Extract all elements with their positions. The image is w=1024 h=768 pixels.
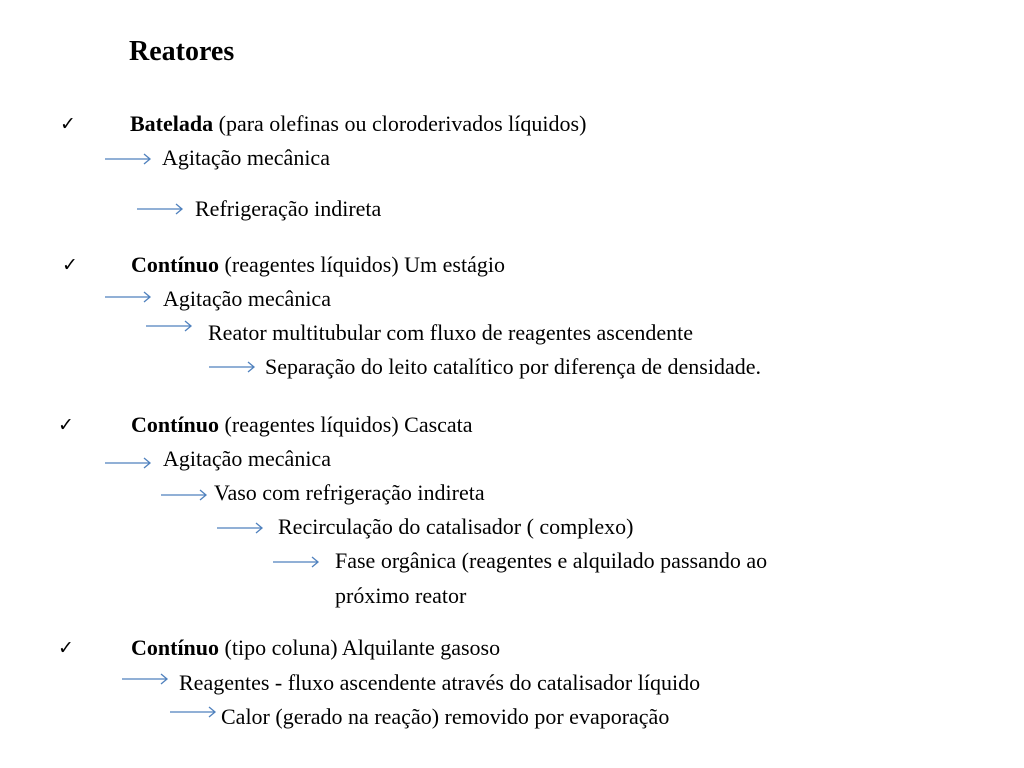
arrow-right-icon xyxy=(104,153,152,165)
heading-bold-text: Batelada xyxy=(130,111,214,136)
arrow-right-icon xyxy=(272,556,320,568)
arrow-right-icon xyxy=(104,457,152,469)
arrow-right-icon xyxy=(104,291,152,303)
checkmark-icon: ✓ xyxy=(58,637,74,659)
heading-rest-text: (reagentes líquidos) Um estágio xyxy=(219,252,505,277)
heading-bold-text: Contínuo xyxy=(131,252,220,277)
heading-rest-text: (para olefinas ou cloroderivados líquidos) xyxy=(213,111,587,136)
section-heading xyxy=(131,252,505,278)
checkmark-icon: ✓ xyxy=(58,414,74,436)
list-item: Reator multitubular com fluxo de reagentes ascendente xyxy=(208,320,694,345)
slide-title: Reatores xyxy=(129,36,235,67)
arrow-right-icon xyxy=(121,673,169,685)
heading-rest-text: (reagentes líquidos) Cascata xyxy=(219,412,473,437)
list-item: Agitação mecânica xyxy=(163,446,331,471)
list-item: Separação do leito catalítico por diferença de densidade. xyxy=(265,354,761,379)
heading-bold-text: Contínuo xyxy=(131,635,220,660)
checkmark-icon: ✓ xyxy=(62,254,78,276)
arrow-right-icon xyxy=(136,203,184,215)
arrow-right-icon xyxy=(160,489,208,501)
list-item: Refrigeração indireta xyxy=(195,196,382,221)
section-heading xyxy=(130,111,586,137)
list-item: Recirculação do catalisador ( complexo) xyxy=(278,514,634,539)
checkmark-icon: ✓ xyxy=(60,113,76,135)
list-item: Reagentes - fluxo ascendente através do catalisador líquido xyxy=(179,670,701,695)
heading-rest-text: (tipo coluna) Alquilante gasoso xyxy=(219,635,501,660)
list-item: Calor (gerado na reação) removido por evaporação xyxy=(221,704,670,729)
list-item: Agitação mecânica xyxy=(162,145,330,170)
list-item: Agitação mecânica xyxy=(163,286,331,311)
section-heading xyxy=(131,635,500,661)
arrow-right-icon xyxy=(145,320,193,332)
arrow-right-icon xyxy=(169,706,217,718)
list-item-continuation: próximo reator xyxy=(335,583,467,608)
list-item: Vaso com refrigeração indireta xyxy=(214,480,485,505)
arrow-right-icon xyxy=(208,361,256,373)
arrow-right-icon xyxy=(216,522,264,534)
list-item: Fase orgânica (reagentes e alquilado passando ao xyxy=(335,548,768,573)
heading-bold-text: Contínuo xyxy=(131,412,220,437)
section-heading xyxy=(131,412,473,438)
